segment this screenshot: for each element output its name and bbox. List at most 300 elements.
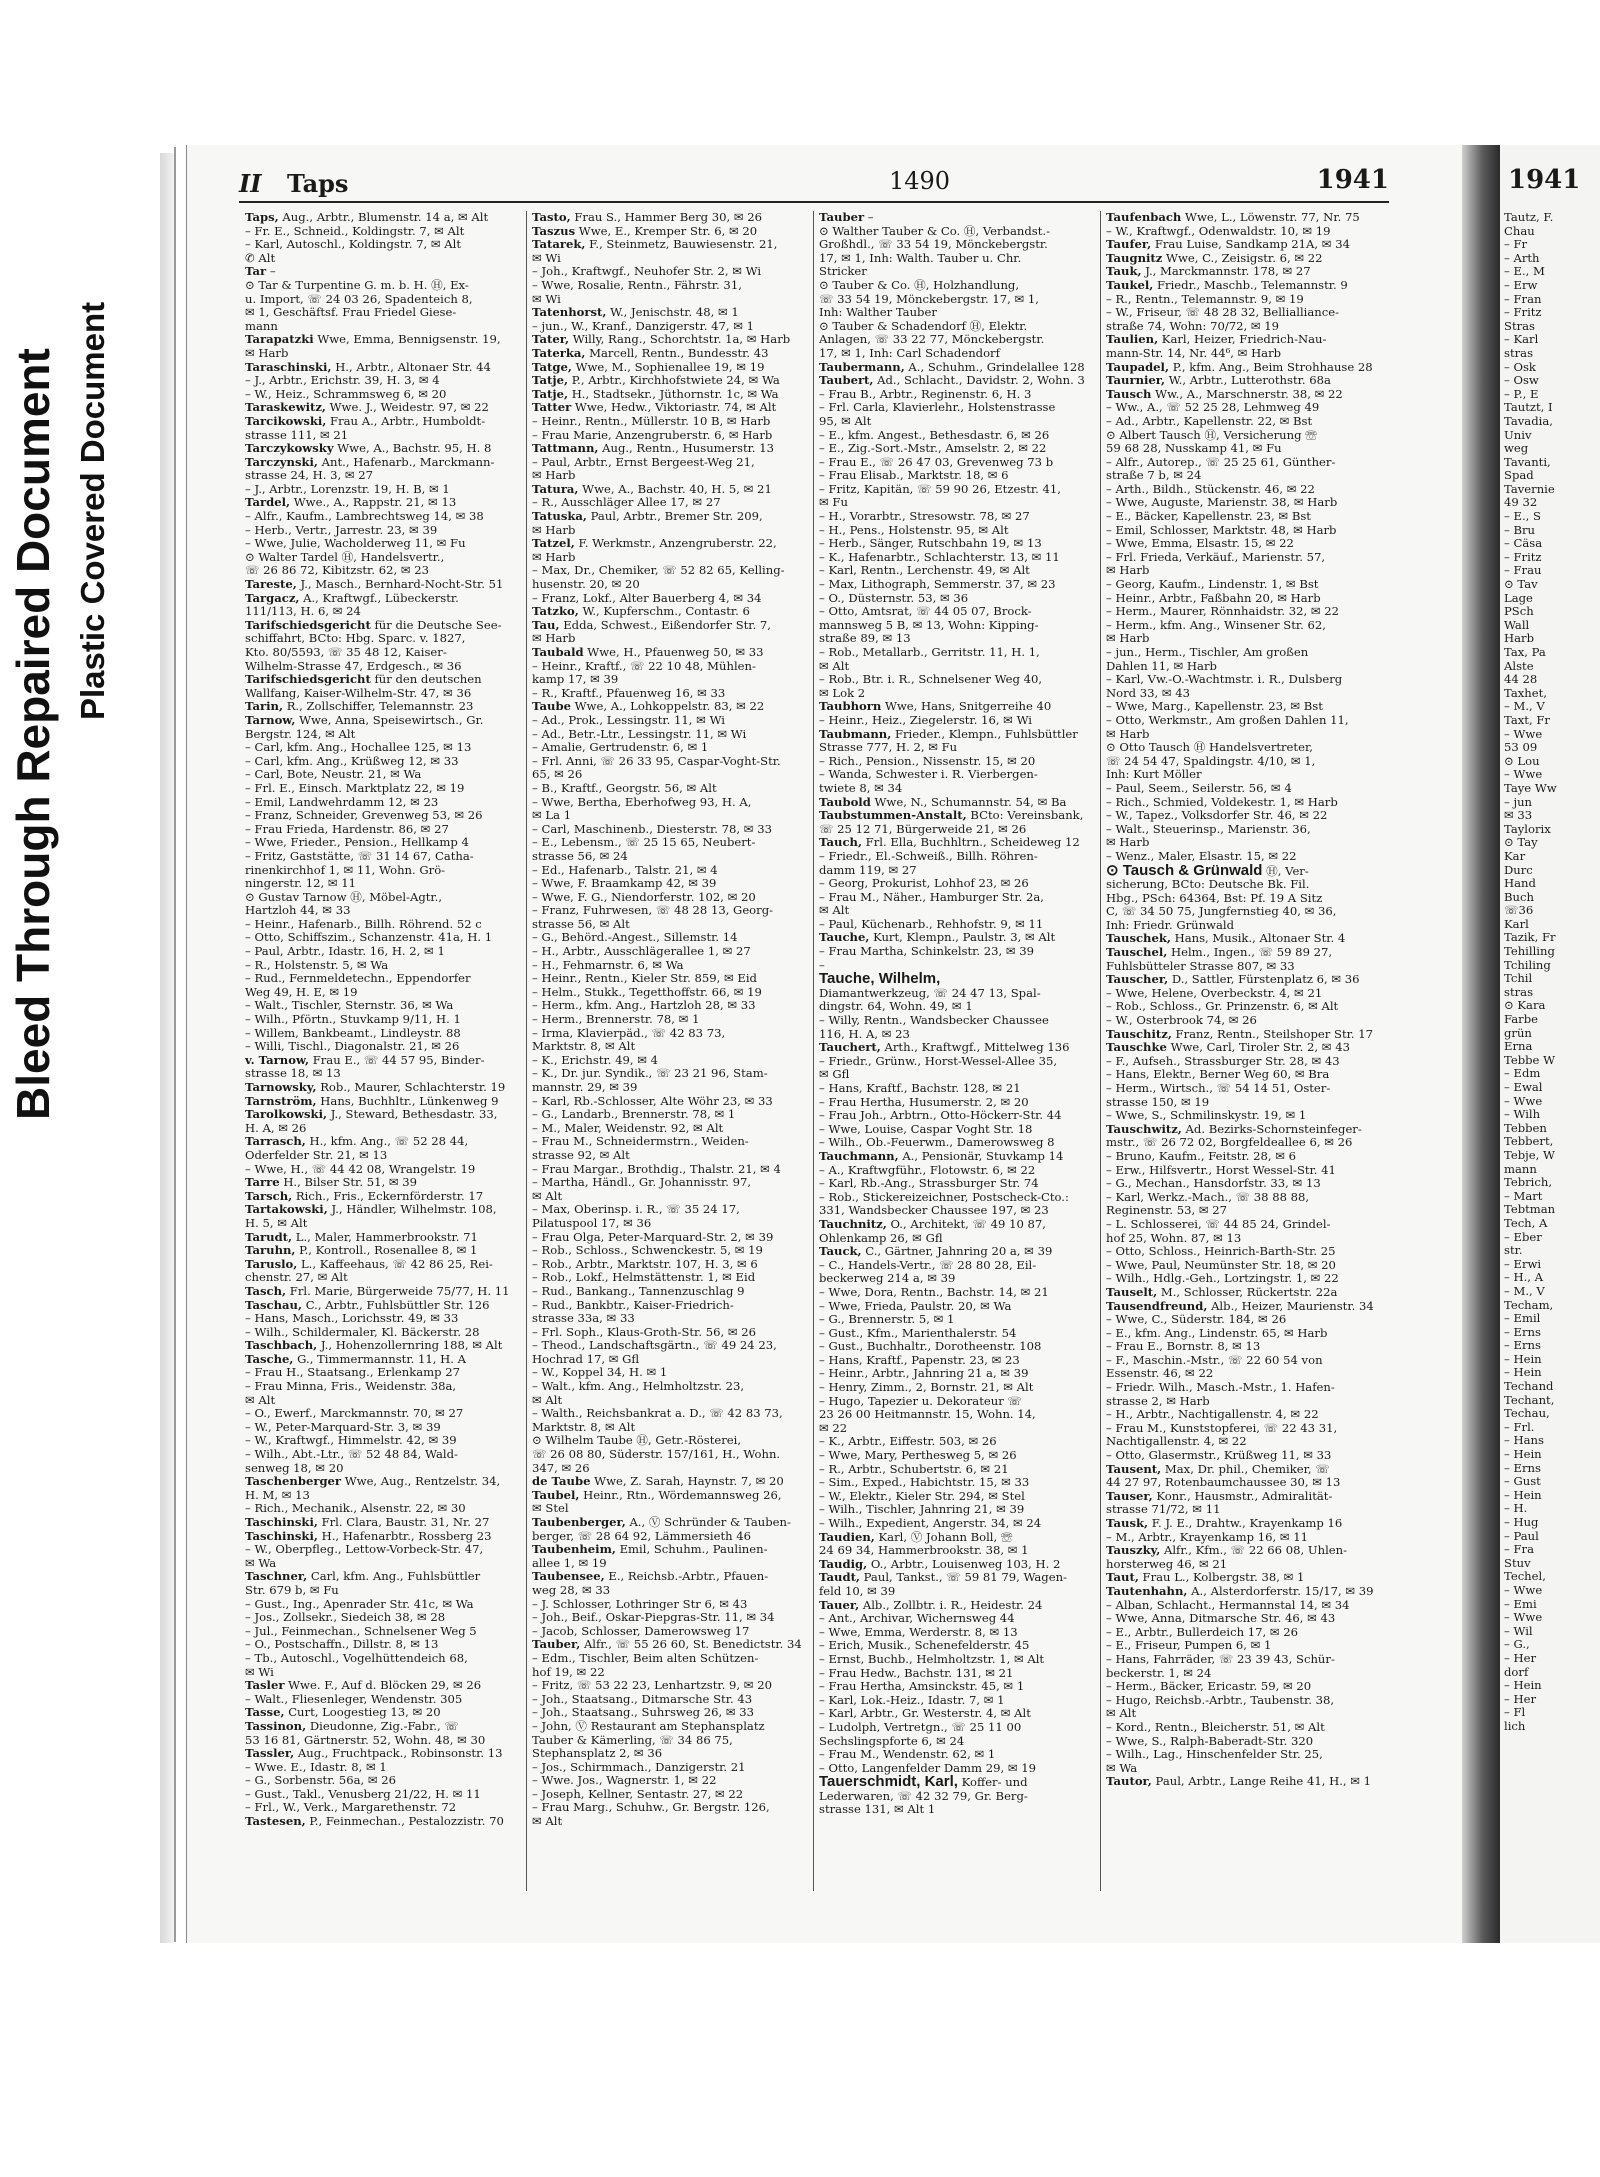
directory-entry <box>819 211 1094 225</box>
entry-details: – Carl, Maschinenb., Diesterstr. 78, ✉ 33 <box>532 822 772 836</box>
entry-name: Taschner, <box>245 1570 308 1584</box>
directory-entry <box>1106 524 1381 538</box>
entry-name: Tarolkowski, <box>245 1108 328 1122</box>
entry-details: – K., Arbtr., Eiffestr. 503, ✉ 26 <box>819 1435 997 1449</box>
directory-entry <box>819 836 1094 850</box>
directory-entry <box>532 429 807 443</box>
directory-entry <box>532 1299 807 1313</box>
entry-details: Anlagen, ☏ 33 22 77, Mönckebergstr. <box>819 333 1045 347</box>
entry-details: hof 19, ✉ 22 <box>532 1665 605 1679</box>
directory-entry <box>532 918 807 932</box>
directory-entry <box>532 700 807 714</box>
next-page-fragment: – Wwe <box>1504 767 1543 782</box>
directory-entry <box>1106 537 1381 551</box>
entry-details: – E., Bäcker, Kapellenstr. 23, ✉ Bst <box>1106 510 1311 524</box>
directory-entry <box>1106 1150 1381 1164</box>
directory-entry <box>1106 1218 1381 1232</box>
entry-details: strasse 18, ✉ 13 <box>245 1067 341 1081</box>
directory-entry <box>532 456 807 470</box>
entry-details: – Wwe, F. G., Niendorferstr. 102, ✉ 20 <box>532 890 756 904</box>
directory-entry <box>532 999 807 1013</box>
directory-entry <box>532 238 807 252</box>
directory-entry <box>532 361 807 375</box>
entry-details: Str. 679 b, ✉ Fu <box>245 1583 339 1597</box>
entry-details: – Helm., Stukk., Tegetthoffstr. 66, ✉ 19 <box>532 985 762 999</box>
entry-details: Pilatuspool 17, ✉ 36 <box>532 1216 652 1230</box>
next-page-fragment: – Wwe <box>1504 1582 1543 1597</box>
directory-entry <box>245 415 520 429</box>
directory-entry <box>245 429 520 443</box>
directory-column-2 <box>532 211 807 1901</box>
entry-details: – Wwe. E., Idastr. 8, ✉ 1 <box>245 1760 387 1774</box>
entry-name: Taubenheim, <box>532 1543 616 1557</box>
entry-details: Friedr., Maschb., Telemannstr. 9 <box>1157 278 1348 292</box>
directory-entry <box>1106 496 1381 510</box>
directory-entry <box>532 1135 807 1149</box>
directory-entry <box>532 1570 807 1584</box>
entry-details: ✉ La 1 <box>532 809 572 823</box>
directory-entry <box>1106 1667 1381 1681</box>
entry-details: ☏ 24 54 47, Spaldingstr. 4/10, ✉ 1, <box>1106 754 1316 768</box>
entry-name: Tausent, <box>1106 1462 1162 1476</box>
entry-details: G., Timmermannstr. 11, H. A <box>297 1352 466 1366</box>
directory-entry <box>245 238 520 252</box>
entry-details: – R., Arbtr., Schubertstr. 6, ✉ 21 <box>819 1462 1009 1476</box>
entry-details: – <box>819 958 825 972</box>
entry-details: – Tb., Autoschl., Vogelhüttendeich 68, <box>245 1651 468 1665</box>
entry-details: – Martha, Händl., Gr. Johannisstr. 97, <box>532 1176 752 1190</box>
entry-details: – Alfr., Autorep., ☏ 25 25 61, Günther- <box>1106 455 1336 469</box>
entry-details: strasse 131, ✉ Alt 1 <box>819 1803 936 1817</box>
directory-entry <box>1106 1612 1381 1626</box>
entry-name: Tasler <box>245 1679 285 1693</box>
directory-entry <box>532 578 807 592</box>
entry-name: Tarre <box>245 1176 280 1190</box>
entry-details: straße 7 b, ✉ 24 <box>1106 469 1202 483</box>
entry-details: J., Hohenzollernring 188, ✉ Alt <box>320 1339 503 1353</box>
directory-entry <box>245 972 520 986</box>
entry-details: – Ant., Archivar, Wichernsweg 44 <box>819 1612 1015 1626</box>
entry-details: – M., Arbtr., Krayenkamp 16, ✉ 11 <box>1106 1530 1309 1544</box>
directory-entry <box>245 1217 520 1231</box>
directory-entry <box>245 1448 520 1462</box>
entry-details: A., Schuhm., Grindelallee 128 <box>908 360 1085 374</box>
entry-details: Wwe., A., Rappstr. 21, ✉ 13 <box>293 496 457 510</box>
directory-entry <box>1106 1000 1381 1014</box>
entry-details: Frau E., ☏ 44 57 95, Binder- <box>312 1053 485 1067</box>
directory-entry <box>1106 1313 1381 1327</box>
directory-entry <box>532 864 807 878</box>
directory-entry <box>532 1679 807 1693</box>
directory-entry <box>245 211 520 225</box>
entry-details: – Joh., Kraftwgf., Neuhofer Str. 2, ✉ Wi <box>532 265 762 279</box>
next-page-fragment: stras <box>1504 345 1534 360</box>
directory-entry <box>245 1462 520 1476</box>
entry-name: Tauschwitz, <box>1106 1122 1182 1136</box>
next-page-fragment: – Hein <box>1504 1678 1542 1693</box>
entry-details: ✉ Harb <box>1106 564 1150 578</box>
entry-details: strasse 111, ✉ 21 <box>245 428 349 442</box>
entry-details: – Friedr. Wilh., Masch.-Mstr., 1. Hafen- <box>1106 1381 1335 1395</box>
directory-entry <box>532 741 807 755</box>
entry-details: F. Werkmstr., Anzengruberstr. 22, <box>578 537 777 551</box>
directory-entry <box>819 823 1094 837</box>
next-page-fragment: ☏36 <box>1504 903 1534 918</box>
entry-name: Tasch, <box>245 1284 287 1298</box>
entry-details: – Karl, Rb.-Schlosser, Alte Wöhr 23, ✉ 33 <box>532 1094 773 1108</box>
directory-entry <box>532 673 807 687</box>
entry-details: – Henry, Zimm., 2, Bornstr. 21, ✉ Alt <box>819 1381 1034 1395</box>
directory-entry <box>819 1313 1094 1327</box>
entry-details: – Erich, Musik., Schenefelderstr. 45 <box>819 1639 1030 1653</box>
entry-details: Wwe, A., Bachstr. 95, H. 8 <box>337 442 492 456</box>
directory-entry <box>819 1000 1094 1014</box>
directory-entry <box>532 524 807 538</box>
directory-entry <box>819 1272 1094 1286</box>
column-rule <box>813 211 814 1891</box>
next-page-fragment: Tavernie <box>1504 481 1555 496</box>
directory-entry <box>532 632 807 646</box>
entry-details: – W., Oberpfleg., Lettow-Vorbeck-Str. 47, <box>245 1543 484 1557</box>
entry-details: – Bruno, Kaufm., Feitstr. 28, ✉ 6 <box>1106 1149 1296 1163</box>
directory-entry <box>819 700 1094 714</box>
directory-entry <box>245 1407 520 1421</box>
entry-details: ✉ Alt <box>245 1393 276 1407</box>
directory-entry <box>245 632 520 646</box>
directory-entry <box>245 1081 520 1095</box>
next-page-fragment: – Fr <box>1504 237 1528 252</box>
entry-details: – Rich., Schmied, Voldekestr. 1, ✉ Harb <box>1106 795 1338 809</box>
entry-details: – Gust., Takl., Venusberg 21/22, H. ✉ 11 <box>245 1787 481 1801</box>
directory-entry <box>245 1421 520 1435</box>
directory-entry <box>819 1735 1094 1749</box>
directory-entry <box>532 1462 807 1476</box>
directory-entry <box>245 1625 520 1639</box>
next-page-fragment: Farbe <box>1504 1012 1538 1027</box>
directory-entry <box>819 1286 1094 1300</box>
directory-entry <box>245 836 520 850</box>
directory-entry <box>245 864 520 878</box>
entry-details: ✉ Harb <box>532 523 576 537</box>
entry-details: – Franz, Schneider, Grevenweg 53, ✉ 26 <box>245 809 483 823</box>
entry-details: horsterweg 46, ✉ 21 <box>1106 1557 1228 1571</box>
entry-details: ✉ Harb <box>532 469 576 483</box>
entry-name: Tautenhahn, <box>1106 1584 1188 1598</box>
entry-details: – Wilh., Pförtn., Stuvkamp 9/11, H. 1 <box>245 1013 461 1027</box>
entry-details: – Emil, Schlosser, Marktstr. 48, ✉ Harb <box>1106 523 1337 537</box>
directory-entry <box>245 1231 520 1245</box>
directory-entry <box>1106 1762 1381 1776</box>
entry-name: Taubhorn <box>819 700 882 714</box>
entry-details: Alb., Zollbtr. i. R., Heidestr. 24 <box>862 1598 1043 1612</box>
entry-details: – Frau Margar., Brothdig., Thalstr. 21, ✉ 4 <box>532 1162 781 1176</box>
directory-entry <box>245 1584 520 1598</box>
entry-name: Taraskewitz, <box>245 401 326 415</box>
directory-entry <box>532 401 807 415</box>
directory-entry <box>1106 1476 1381 1490</box>
entry-details: Fuhlsbütteler Strasse 807, ✉ 33 <box>1106 959 1295 973</box>
directory-entry <box>819 1558 1094 1572</box>
entry-name: Tarczynski, <box>245 455 318 469</box>
directory-entry <box>1106 1096 1381 1110</box>
entry-details: strasse 2, ✉ Harb <box>1106 1394 1210 1408</box>
directory-entry <box>245 755 520 769</box>
directory-entry <box>532 1231 807 1245</box>
entry-details: A., Alsterdorferstr. 15/17, ✉ 39 <box>1191 1584 1374 1598</box>
entry-details: Marktstr. 8, ✉ Alt <box>532 1420 636 1434</box>
entry-details: – Herm., Maurer, Rönnhaidstr. 32, ✉ 22 <box>1106 605 1340 619</box>
next-page-fragment: Techel, <box>1504 1569 1546 1584</box>
directory-entry <box>819 1599 1094 1613</box>
next-page-fragment: 44 28 <box>1504 672 1538 687</box>
next-page-fragment: – Hein <box>1504 1447 1542 1462</box>
entry-details: – E., Zig.-Sort.-Mstr., Amselstr. 2, ✉ 22 <box>819 442 1047 456</box>
directory-entry <box>819 374 1094 388</box>
entry-name: Taulien, <box>1106 333 1159 347</box>
directory-entry <box>819 537 1094 551</box>
entry-details: – W., Elektr., Kieler Str. 294, ✉ Stel <box>819 1489 1025 1503</box>
directory-entry <box>532 306 807 320</box>
entry-details: sicherung, BCto: Deutsche Bk. Fil. <box>1106 878 1310 892</box>
entry-details: – Wilh., Abt.-Ltr., ☏ 52 48 84, Wald- <box>245 1448 458 1462</box>
entry-details: – Karl, Werkz.-Mach., ☏ 38 88 88, <box>1106 1190 1310 1204</box>
entry-details: – Wwe, Dora, Rentn., Bachstr. 14, ✉ 21 <box>819 1285 1049 1299</box>
entry-name: Tardel, <box>245 496 291 510</box>
directory-entry <box>245 361 520 375</box>
entry-details: – H., Pens., Holstenstr. 95, ✉ Alt <box>819 523 1009 537</box>
entry-name: Tauber, <box>532 1638 581 1652</box>
entry-name: Tarrasch, <box>245 1135 306 1149</box>
directory-entry <box>1106 415 1381 429</box>
entry-details: – Herm., kfm. Ang., Hartzloh 28, ✉ 33 <box>532 999 756 1013</box>
directory-entry <box>1106 361 1381 375</box>
entry-details: Edda, Schwest., Eißendorfer Str. 7, <box>563 618 771 632</box>
directory-entry <box>245 1475 520 1489</box>
entry-details: – Wwe, Mary, Perthesweg 5, ✉ 26 <box>819 1449 1017 1463</box>
directory-entry <box>245 986 520 1000</box>
entry-name: Tausk, <box>1106 1517 1149 1530</box>
next-page-fragment: – Wwe <box>1504 1093 1543 1108</box>
next-page-fragment: Tazik, Fr <box>1504 930 1556 945</box>
next-page-fragment: – Erw <box>1504 277 1538 292</box>
entry-details: – Herm., Brennerstr. 78, ✉ 1 <box>532 1013 700 1027</box>
directory-entry <box>819 1204 1094 1218</box>
entry-name: Tausendfreund, <box>1106 1299 1208 1313</box>
entry-details: – Frau Joh., Arbtrn., Otto-Höckerr-Str. 44 <box>819 1109 1062 1123</box>
next-page-fragment: stras <box>1504 984 1534 999</box>
entry-name: Tausch <box>1106 387 1152 401</box>
directory-entry <box>1106 1082 1381 1096</box>
directory-entry <box>532 1530 807 1544</box>
entry-details: Kto. 80/5593, ☏ 35 48 12, Kaiser- <box>245 646 447 659</box>
entry-details: – W., Kraftwgf., Odenwaldstr. 10, ✉ 19 <box>1106 224 1331 238</box>
entry-details: – Frau Marie, Anzengruberstr. 6, ✉ Harb <box>532 428 773 442</box>
directory-entry <box>245 1108 520 1122</box>
entry-details: – Rich., Pension., Nissenstr. 15, ✉ 20 <box>819 754 1036 768</box>
directory-entry <box>819 1531 1094 1545</box>
directory-entry <box>532 931 807 945</box>
directory-entry <box>819 877 1094 891</box>
entry-details: strasse 92, ✉ Alt <box>532 1148 630 1162</box>
entry-details: – Karl, Lok.-Heiz., Idastr. 7, ✉ 1 <box>819 1693 1005 1707</box>
entry-details: ⊙ Walter Tardel Ⓗ, Handelsvertr., <box>245 550 445 564</box>
next-page-fragment: Hand <box>1504 876 1536 891</box>
directory-entry <box>819 1694 1094 1708</box>
directory-entry <box>1106 960 1381 974</box>
directory-entry <box>245 741 520 755</box>
entry-details: beckerweg 214 a, ✉ 39 <box>819 1272 956 1286</box>
directory-entry <box>819 265 1094 279</box>
directory-entry <box>532 1584 807 1598</box>
next-page-fragment: Techau, <box>1504 1406 1550 1421</box>
entry-name: Tartakowski, <box>245 1203 328 1217</box>
entry-details: ✉ Harb <box>1106 632 1150 646</box>
entry-details: – <box>269 265 276 279</box>
entry-details: H., Arbtr., Altonaer Str. 44 <box>335 360 491 374</box>
entry-name: Taschinski, <box>245 1529 318 1543</box>
entry-details: – Fritz, Gaststätte, ☏ 31 14 67, Catha- <box>245 849 474 863</box>
directory-entry <box>1106 1245 1381 1259</box>
entry-name: Tarifschiedsgericht <box>245 618 371 632</box>
directory-entry <box>1106 211 1381 225</box>
entry-details: – Frau Minna, Fris., Weidenstr. 38a, <box>245 1380 457 1394</box>
directory-entry <box>245 1203 520 1217</box>
entry-details: Wwe, H., Pfauenweg 50, ✉ 33 <box>587 646 764 659</box>
directory-entry <box>1106 646 1381 660</box>
directory-entry <box>245 265 520 279</box>
directory-entry <box>245 646 520 660</box>
directory-entry <box>532 1339 807 1353</box>
entry-details: – A., Kraftwgführ., Flotowstr. 6, ✉ 22 <box>819 1163 1036 1177</box>
directory-entry <box>819 320 1094 334</box>
directory-entry <box>245 347 520 361</box>
directory-entry <box>245 1489 520 1503</box>
next-page-fragment: – Erns <box>1504 1324 1541 1339</box>
directory-entry <box>819 388 1094 402</box>
entry-details: – Wwe, Anna, Ditmarsche Str. 46, ✉ 43 <box>1106 1612 1336 1626</box>
directory-entry <box>245 1176 520 1190</box>
directory-entry <box>532 1312 807 1326</box>
entry-details: Paul, Arbtr., Lange Reihe 41, H., ✉ 1 <box>1155 1775 1372 1789</box>
directory-entry <box>1106 1123 1381 1137</box>
directory-entry <box>819 592 1094 606</box>
entry-details: Nachtigallenstr. 4, ✉ 22 <box>1106 1435 1247 1449</box>
next-page-fragment: – Mart <box>1504 1188 1543 1203</box>
next-page-fragment: – Gust <box>1504 1474 1541 1489</box>
entry-details: – O., Postschaffn., Dillstr. 8, ✉ 13 <box>245 1638 439 1652</box>
entry-details: Helm., Ingen., ☏ 59 89 27, <box>1170 946 1333 960</box>
entry-details: – H., Arbtr., Ausschlägerallee 1, ✉ 27 <box>532 945 751 959</box>
entry-name: Tauschek, <box>1106 932 1171 946</box>
entry-details: mannstr. 29, ✉ 39 <box>532 1081 638 1094</box>
directory-entry <box>819 1232 1094 1246</box>
directory-entry <box>1106 1626 1381 1640</box>
directory-entry <box>819 1775 1094 1790</box>
directory-entry <box>532 483 807 497</box>
entry-details: – Otto, Schiffszim., Schanzenstr. 41a, H. 1 <box>245 931 493 945</box>
next-page-fragment: Tax, Pa <box>1504 645 1546 659</box>
entry-details: ✉ Alt <box>532 1815 563 1829</box>
entry-details: – John, Ⓥ Restaurant am Stephansplatz <box>532 1719 765 1733</box>
directory-entry <box>819 1136 1094 1150</box>
entry-details: – Karl, Autoschl., Koldingstr. 7, ✉ Alt <box>245 238 462 252</box>
entry-details: Paul, Tankst., ☏ 59 81 79, Wagen- <box>863 1571 1067 1585</box>
directory-entry <box>1106 1014 1381 1028</box>
entry-details: – Otto, Schloss., Heinrich-Barth-Str. 25 <box>1106 1245 1336 1259</box>
directory-entry <box>245 687 520 701</box>
entry-details: – G., Brennerstr. 5, ✉ 1 <box>819 1313 955 1327</box>
entry-name: Tar <box>245 265 267 279</box>
entry-name: ⊙ Tausch & Grünwald <box>1106 863 1263 879</box>
directory-entry <box>532 1353 807 1367</box>
entry-details: 24 69 34, Hammerbrookstr. 38, ✉ 1 <box>819 1544 1029 1558</box>
entry-details: R., Zollschiffer, Telemannstr. 23 <box>286 700 474 714</box>
directory-entry <box>245 1706 520 1720</box>
directory-entry <box>1106 823 1381 837</box>
directory-entry <box>245 1258 520 1272</box>
entry-details: – Joh., Staatsang., Suhrsweg 26, ✉ 33 <box>532 1706 755 1720</box>
entry-details: L., Kaffeehaus, ☏ 42 86 25, Rei- <box>300 1257 493 1271</box>
directory-entry <box>1106 1680 1381 1694</box>
directory-entry <box>245 1054 520 1068</box>
directory-entry <box>819 660 1094 674</box>
entry-details: – Wilh., Expedient, Angerstr. 34, ✉ 24 <box>819 1517 1042 1530</box>
directory-column-3 <box>819 211 1094 1901</box>
entry-details: – Frau E., Bornstr. 8, ✉ 13 <box>1106 1340 1261 1354</box>
directory-entry <box>245 1366 520 1380</box>
entry-details: – Max, Lithograph, Semmerstr. 37, ✉ 23 <box>819 578 1056 592</box>
entry-details: – Frau B., Arbtr., Reginenstr. 6, H. 3 <box>819 387 1032 401</box>
directory-entry <box>245 1598 520 1612</box>
entry-details: – Frau Hertha, Husumerstr. 2, ✉ 20 <box>819 1095 1029 1109</box>
entry-details: – Wwe, Auguste, Marienstr. 38, ✉ Harb <box>1106 496 1338 510</box>
entry-details: für den deutschen <box>374 673 482 687</box>
directory-entry <box>245 592 520 606</box>
directory-entry <box>532 755 807 769</box>
entry-details: – Amalie, Gertrudenstr. 6, ✉ 1 <box>532 741 709 755</box>
entry-details: Ww., A., Marschnerstr. 38, ✉ 22 <box>1155 387 1343 401</box>
directory-entry <box>532 211 807 225</box>
entry-details: – Frau Elisab., Marktstr. 18, ✉ 6 <box>819 469 1009 483</box>
directory-entry <box>245 714 520 728</box>
entry-details: W., Arbtr., Lutterothstr. 68a <box>1168 374 1331 388</box>
entry-name: Taubald <box>532 646 584 659</box>
directory-entry <box>819 401 1094 415</box>
directory-entry <box>1106 1599 1381 1613</box>
entry-details: Ad., Schlacht., Davidstr. 2, Wohn. 3 <box>877 374 1085 388</box>
entry-details: 111/113, H. 6, ✉ 24 <box>245 605 361 619</box>
entry-details: Wwe, Emma, Bennigsenstr. 19, <box>317 333 501 347</box>
next-page-fragment: Durc <box>1504 862 1533 877</box>
directory-entry <box>532 1244 807 1258</box>
directory-entry <box>1106 973 1381 987</box>
entry-details: – Willy, Rentn., Wandsbecker Chaussee <box>819 1014 1049 1028</box>
directory-entry <box>1106 293 1381 307</box>
directory-entry <box>245 1570 520 1584</box>
entry-details: – E., kfm. Angest., Bethesdastr. 6, ✉ 26 <box>819 428 1050 442</box>
entry-details: – Heinr., Arbtr., Faßbahn 20, ✉ Harb <box>1106 591 1321 605</box>
directory-entry <box>819 1790 1094 1804</box>
entry-details: ✉ Fu <box>819 496 848 510</box>
entry-details: 347, ✉ 26 <box>532 1461 590 1475</box>
entry-details: Nord 33, ✉ 43 <box>1106 686 1191 700</box>
directory-entry <box>819 1721 1094 1735</box>
entry-name: Tauscher, <box>1106 973 1169 987</box>
next-page-fragment: mann <box>1504 1161 1537 1176</box>
directory-entry <box>245 1122 520 1136</box>
entry-details: – Rud., Fernmeldetechn., Eppendorfer <box>245 972 471 986</box>
directory-entry <box>532 1285 807 1299</box>
